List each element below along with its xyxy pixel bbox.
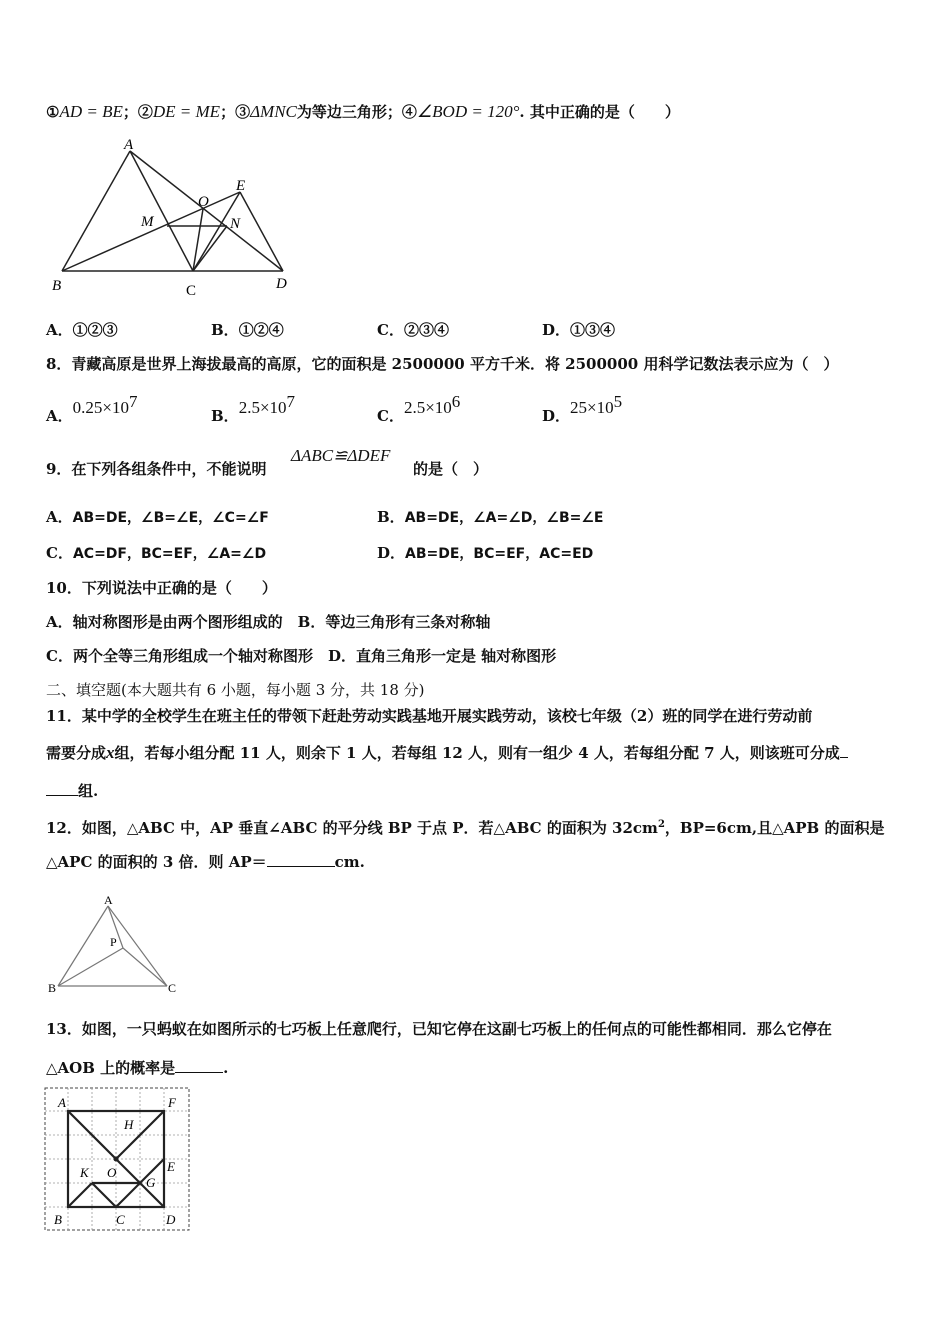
q9-option-b[interactable]	[377, 507, 603, 528]
q11-line-1: 11．某中学的全校学生在班主任的带领下赶赴劳动实践基地开展实践劳动，该校七年级（2）班的同学在进行劳动前	[46, 707, 813, 725]
q7-option-b[interactable]	[211, 320, 284, 340]
q7-stmt-mnc-text: 为等边三角形；④	[296, 103, 417, 121]
q7-stmt-ad-be: AD = BE	[59, 102, 123, 121]
q7-option-c-letter: C．	[377, 321, 404, 339]
q13-label-k: K	[80, 1165, 89, 1180]
q12-line-2-part-a: △APC 的面积的 3 倍．则 AP＝	[46, 853, 267, 871]
q12-line-1	[46, 815, 884, 838]
q13-label-d: D	[166, 1212, 176, 1227]
q7-option-d-text: ①③④	[570, 321, 616, 339]
q7-line-ac	[130, 151, 193, 271]
q7-line-be	[62, 192, 240, 271]
q7-stmt-de-me: DE = ME	[152, 102, 221, 121]
q11-answer-blank-start[interactable]	[840, 743, 848, 758]
q8-option-a-exp: 7	[128, 392, 138, 411]
q13-label-g: G	[146, 1175, 156, 1190]
q8-option-c-exp: 6	[451, 392, 461, 411]
q9-option-b-text: AB=DE，∠A=∠D，∠B=∠E	[404, 510, 604, 526]
q12-superscript: 2	[657, 819, 665, 830]
q13-label-f: F	[168, 1095, 176, 1110]
q7-option-d[interactable]	[542, 320, 615, 340]
q11-line-3	[46, 781, 98, 801]
q11-line-3-tail: 组.	[78, 782, 99, 800]
q7-option-c[interactable]	[377, 320, 449, 340]
q7-label-d: D	[276, 276, 287, 292]
q12-label-a: A	[104, 893, 113, 907]
q7-line-ba	[62, 151, 130, 271]
q13-answer-blank[interactable]	[175, 1058, 223, 1073]
q7-line-ed	[240, 192, 283, 271]
q8-option-d-base: 25×10	[570, 398, 614, 417]
q12-figure	[44, 892, 184, 998]
q7-label-m: M	[141, 214, 154, 230]
q7-label-o: O	[198, 194, 209, 210]
q12-line-pc	[123, 948, 167, 986]
q8-option-c-letter: C．	[377, 407, 404, 425]
q7-stmt-marker-1: ①	[46, 103, 60, 121]
q12-line-bp	[58, 948, 123, 986]
q12-label-c: C	[168, 981, 177, 995]
q8-option-d[interactable]	[542, 392, 623, 425]
q7-label-b: B	[52, 278, 62, 294]
q8-option-a[interactable]	[46, 392, 138, 425]
q7-figure	[40, 138, 300, 303]
q7-label-a: A	[124, 138, 134, 153]
q13-line-2	[46, 1058, 228, 1078]
q8-option-b-letter: B．	[211, 407, 239, 425]
q13-label-e: E	[167, 1159, 175, 1174]
q13-line-2-part-a: △AOB 上的概率是	[46, 1059, 176, 1077]
q9-option-d-text: AB=DE，BC=EF，AC=ED	[405, 546, 594, 562]
q9-stem-math: ΔABC≌ΔDEF	[291, 446, 391, 465]
q10-stem: 10．下列说法中正确的是（ ）	[46, 579, 277, 597]
q11-line-2-part-a: 需要分成	[46, 744, 107, 762]
q12-line-ab	[58, 906, 108, 986]
q8-option-b[interactable]	[211, 392, 296, 425]
q12-line-2	[46, 852, 365, 872]
q9-option-c-text: AC=DF，BC=EF，∠A=∠D	[72, 546, 267, 562]
q10-options-line-2[interactable]: C．两个全等三角形组成一个轴对称图形 D．直角三角形一定是 轴对称图形	[46, 647, 557, 665]
q9-option-d-letter: D．	[377, 544, 406, 562]
q13-line-kc	[92, 1183, 116, 1207]
q12-line-1-part-a: 12．如图，△ABC 中，AP 垂直∠ABC 的平分线 BP 于点 P．若△ABC 的面积为 32cm	[46, 819, 658, 837]
q7-label-c: C	[186, 283, 197, 299]
q7-stmt-sep-2: ；③	[220, 103, 251, 121]
q9-option-a[interactable]	[46, 507, 269, 528]
q12-answer-blank[interactable]	[267, 852, 335, 867]
q12-line-ac	[108, 906, 167, 986]
q13-label-h: H	[124, 1117, 134, 1132]
q13-line-bk	[68, 1183, 92, 1207]
q7-option-c-text: ②③④	[403, 321, 449, 339]
q7-option-a-letter: A．	[46, 321, 73, 339]
q7-statements	[46, 102, 680, 122]
q7-option-b-letter: B．	[211, 321, 239, 339]
q8-option-c[interactable]	[377, 392, 461, 425]
q13-tangram-figure	[44, 1087, 192, 1233]
q11-answer-blank[interactable]	[46, 781, 78, 796]
q9-option-c-letter: C．	[46, 544, 73, 562]
q7-option-d-letter: D．	[542, 321, 571, 339]
q7-stmt-tail: . 其中正确的是（ ）	[519, 103, 680, 121]
q8-stem: 8．青藏高原是世界上海拔最高的高原，它的面积是 2500000 平方千米．将 2500000 用科学记数法表示应为（ ）	[46, 355, 839, 373]
q7-stmt-sep-1: ；②	[122, 103, 153, 121]
q13-label-o: O	[107, 1165, 117, 1180]
q12-line-2-part-b: cm.	[334, 853, 365, 871]
q12-label-p: P	[110, 935, 117, 949]
q7-stmt-mnc: ΔMNC	[250, 102, 297, 121]
q8-option-d-letter: D．	[542, 407, 571, 425]
q13-label-c: C	[116, 1212, 125, 1227]
q13-line-1: 13．如图，一只蚂蚁在如图所示的七巧板上任意爬行，已知它停在这副七巧板上的任何点的可能性都相同．那么它停在	[46, 1020, 832, 1038]
q13-label-a: A	[58, 1095, 66, 1110]
q11-line-2	[46, 743, 848, 763]
q7-stmt-bod: ∠BOD = 120°	[416, 102, 520, 121]
q8-option-a-base: 0.25×10	[72, 398, 129, 417]
q7-option-a[interactable]	[46, 320, 118, 340]
q12-line-1-part-b: ，BP=6cm,且△APB 的面积是	[664, 819, 885, 837]
q13-line-2-part-b: .	[223, 1059, 229, 1077]
q9-stem-pre: 9．在下列各组条件中，不能说明	[46, 460, 267, 478]
q7-option-a-text: ①②③	[72, 321, 118, 339]
q13-point-o	[114, 1157, 119, 1162]
section-2-heading: 二、填空题(本大题共有 6 小题，每小题 3 分，共 18 分)	[46, 681, 425, 699]
q11-variable-x: x	[106, 743, 115, 762]
q11-line-2-part-b: 组，若每小组分配 11 人，则余下 1 人，若每组 12 人，则有一组少 4 人，若每组分配 7 人，则该班可分成	[114, 744, 840, 762]
q9-option-d[interactable]	[377, 543, 593, 564]
q8-option-d-exp: 5	[613, 392, 623, 411]
q8-option-b-base: 2.5×10	[238, 398, 287, 417]
q7-option-b-text: ①②④	[238, 321, 284, 339]
q13-label-b: B	[54, 1212, 62, 1227]
q7-label-e: E	[236, 178, 246, 194]
q9-option-c[interactable]	[46, 543, 266, 564]
q9-option-a-letter: A．	[46, 508, 73, 526]
q9-stem-post: 的是（ ）	[413, 460, 489, 478]
q10-options-line-1[interactable]: A．轴对称图形是由两个图形组成的 B．等边三角形有三条对称轴	[46, 613, 491, 631]
q9-option-a-text: AB=DE，∠B=∠E，∠C=∠F	[72, 510, 269, 526]
q8-option-b-exp: 7	[286, 392, 296, 411]
q7-line-nc	[193, 226, 227, 271]
q8-option-c-base: 2.5×10	[403, 398, 452, 417]
q9-option-b-letter: B．	[377, 508, 405, 526]
q12-label-b: B	[48, 981, 57, 995]
q8-option-a-letter: A．	[46, 407, 73, 425]
q7-label-n: N	[230, 216, 241, 232]
